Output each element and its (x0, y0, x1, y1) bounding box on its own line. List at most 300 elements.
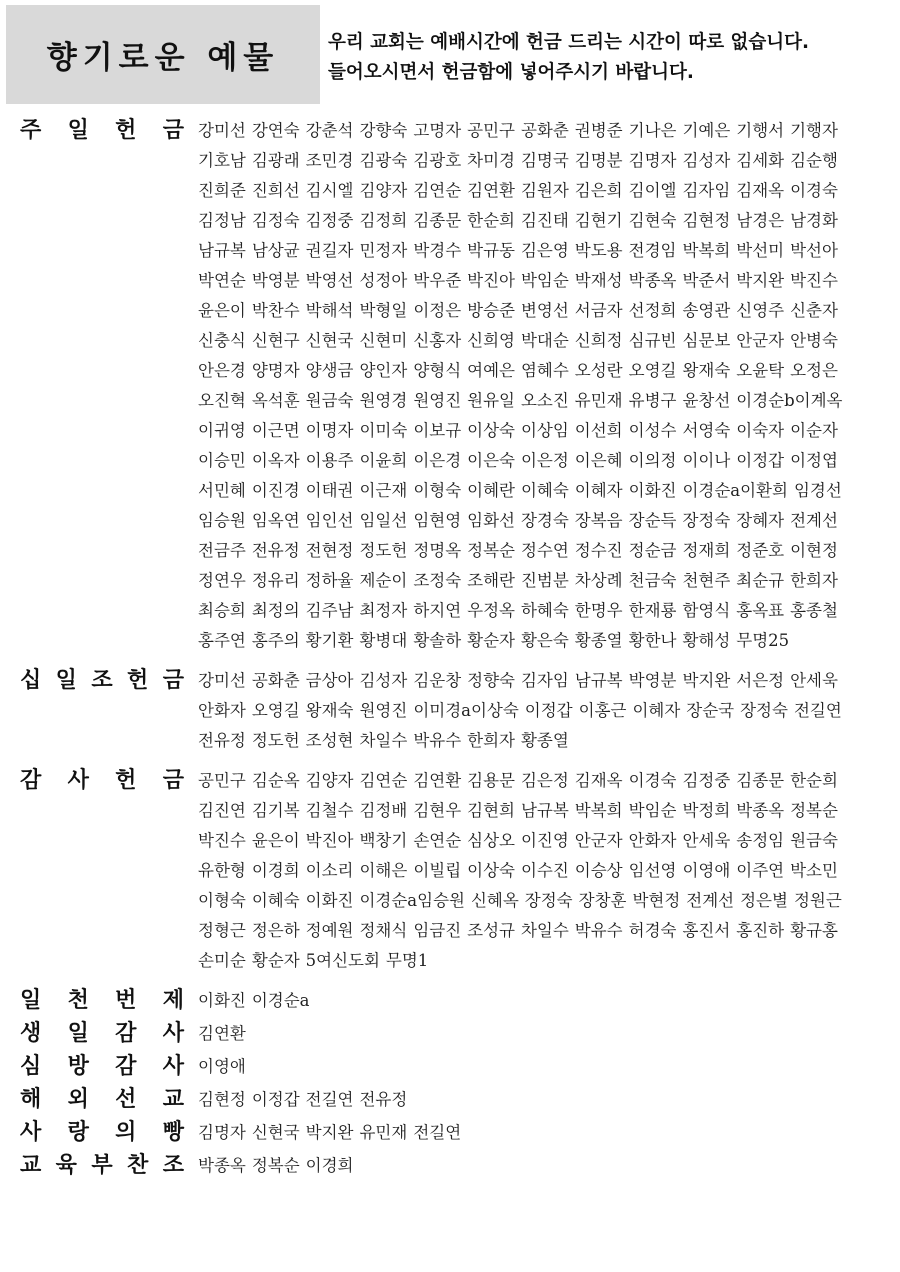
donor-name: 황순자 (251, 951, 300, 970)
section-label-char: 헌 (127, 668, 149, 693)
donor-name: 기행서 (736, 121, 785, 140)
donor-name: 이미숙 (359, 421, 408, 440)
donor-name: 전유정 (359, 1090, 408, 1109)
donor-name: 박도용 (574, 241, 623, 260)
donor-name: 김철수 (305, 801, 354, 820)
offering-section (0, 1052, 900, 1082)
donor-name: 홍진서 (682, 921, 731, 940)
offering-section (0, 1085, 900, 1115)
donor-name: 정연우 (198, 571, 246, 590)
donor-name: 김은희 (574, 181, 623, 200)
donor-name: 박지완 (736, 271, 785, 290)
donor-name: 전계선 (790, 511, 838, 530)
section-label (20, 1118, 184, 1148)
section-label (20, 1052, 184, 1082)
donor-name: 김기복 (251, 801, 300, 820)
donor-name: 양형식 (413, 361, 462, 380)
donor-name: 김종문 (413, 211, 462, 230)
section-label-char: 생 (20, 1021, 42, 1046)
donor-name: 이정엽 (790, 451, 838, 470)
donor-name: 김현숙 (628, 211, 677, 230)
donor-name: 김광숙 (359, 151, 408, 170)
donor-name: 이은경 (413, 451, 462, 470)
offering-section (0, 1019, 900, 1049)
section-label-char: 천 (67, 988, 89, 1013)
section-label-char: 일 (55, 668, 77, 693)
donor-name: 오영길 (628, 361, 677, 380)
donor-name: 정수진 (574, 541, 623, 560)
donor-name: 전유정 (198, 731, 246, 750)
section-label-char: 번 (115, 988, 137, 1013)
donor-list (198, 1118, 874, 1148)
donor-name: 조정숙 (413, 571, 462, 590)
offering-sections (0, 116, 900, 1181)
donor-name: 오영길 (251, 701, 300, 720)
donor-name: 박규동 (467, 241, 515, 260)
donor-name: 심상오 (467, 831, 515, 850)
section-label (20, 1151, 184, 1181)
donor-name: 황해성 (682, 631, 731, 650)
donor-name: 전경임 (628, 241, 677, 260)
donor-name: 차미경 (467, 151, 515, 170)
donor-name: 이경희 (251, 861, 300, 880)
donor-name: 성정아 (359, 271, 408, 290)
donor-name: 이귀영 (198, 421, 246, 440)
section-label (20, 1085, 184, 1115)
notice-line-1: 우리 교회는 예배시간에 헌금 드리는 시간이 따로 없습니다. (328, 32, 810, 53)
donor-name: 이진영 (520, 831, 569, 850)
donor-name: 이진경 (251, 481, 300, 500)
donor-name: 김현기 (574, 211, 623, 230)
donor-name: 안세욱 (790, 671, 838, 690)
donor-name: 박진아 (305, 831, 354, 850)
donor-name: 장정숙 (740, 701, 788, 720)
donor-name: 원금숙 (790, 831, 838, 850)
donor-name: 이혜자 (632, 701, 681, 720)
donor-name: 김연순 (413, 181, 462, 200)
donor-name: 이혜숙 (251, 891, 300, 910)
section-label-char: 사 (162, 1054, 184, 1079)
donor-list (198, 1151, 874, 1181)
offering-section (0, 986, 900, 1016)
donor-name: 이형숙 (413, 481, 462, 500)
donor-name: 이윤희 (359, 451, 408, 470)
donor-name: 김주남 (305, 601, 354, 620)
donor-name: 우정옥 (467, 601, 515, 620)
donor-name: 여예은 (467, 361, 515, 380)
donor-name: 이화진 (198, 991, 246, 1010)
donor-name: 이선희 (574, 421, 623, 440)
donor-list (198, 116, 874, 656)
donor-name: 천금숙 (628, 571, 677, 590)
donor-name: 금상아 (305, 671, 354, 690)
donor-name: 정복순 (467, 541, 515, 560)
donor-name: 김양자 (305, 771, 354, 790)
section-label-char: 금 (162, 768, 184, 793)
donor-name: 이은숙 (467, 451, 515, 470)
section-label-char: 주 (20, 118, 42, 143)
donor-name: 조민경 (305, 151, 354, 170)
donor-name: 차일수 (359, 731, 408, 750)
section-label-char: 헌 (115, 768, 137, 793)
donor-name: 남규복 (574, 671, 623, 690)
donor-name: 박복희 (682, 241, 731, 260)
donor-name: 송영관 (682, 301, 731, 320)
section-label-char: 금 (162, 118, 184, 143)
donor-name: 황은숙 (520, 631, 569, 650)
donor-name: 서은정 (736, 671, 785, 690)
donor-name: 이혜자 (574, 481, 623, 500)
donor-name: 이성수 (628, 421, 677, 440)
donor-name: 안은경 (198, 361, 246, 380)
donor-name: 이빌립 (413, 861, 462, 880)
donor-name: 이상숙 (467, 421, 515, 440)
donor-name: 신영주 (736, 301, 785, 320)
section-label-char: 외 (67, 1087, 89, 1112)
donor-name: 김성자 (682, 151, 731, 170)
donor-name: 이경순b이계옥 (736, 391, 843, 410)
donor-name: 신희정 (574, 331, 623, 350)
donor-name: 이정갑 (251, 1090, 300, 1109)
donor-name: 이은혜 (574, 451, 623, 470)
donor-name: 정수연 (520, 541, 569, 560)
section-label-char: 선 (115, 1087, 137, 1112)
donor-name: 왕재숙 (682, 361, 731, 380)
donor-name: 박선아 (790, 241, 838, 260)
section-label-char: 교 (162, 1087, 184, 1112)
section-label-char: 방 (67, 1054, 89, 1079)
section-label-char: 찬 (127, 1153, 149, 1178)
donor-name: 박대순 (520, 331, 569, 350)
donor-name: 원영진 (413, 391, 462, 410)
section-label-char: 빵 (162, 1120, 184, 1145)
donor-name: 공화춘 (251, 671, 300, 690)
donor-name: 박우준 (413, 271, 462, 290)
donor-name: 김순행 (790, 151, 838, 170)
donor-name: 안화자 (198, 701, 246, 720)
section-label-char: 헌 (115, 118, 137, 143)
donor-name: 이미경a이상숙 (413, 701, 519, 720)
donor-name: 홍종철 (790, 601, 838, 620)
donor-name: 정복순 (251, 1156, 300, 1175)
donor-name: 이경숙 (790, 181, 838, 200)
donor-name: 고명자 (413, 121, 462, 140)
donor-name: 이혜숙 (520, 481, 569, 500)
donor-name: 박영선 (305, 271, 354, 290)
donor-name: 전길연 (413, 1123, 462, 1142)
section-label-char: 교 (20, 1153, 42, 1178)
donor-name: 이상임 (520, 421, 569, 440)
donor-name: 이경순a (251, 991, 310, 1010)
donor-name: 한희자 (790, 571, 838, 590)
donor-name: 이은정 (520, 451, 569, 470)
donor-name: 김용문 (467, 771, 515, 790)
donor-name: 이경희 (305, 1156, 354, 1175)
section-label-char: 사 (162, 1021, 184, 1046)
donor-name: 이주연 (736, 861, 785, 880)
donor-name: 원영진 (359, 701, 408, 720)
donor-name: 신희영 (467, 331, 515, 350)
donor-name: 김현우 (413, 801, 462, 820)
section-label-char: 의 (115, 1120, 137, 1145)
donor-name: 조성현 (305, 731, 354, 750)
donor-name: 박임순 (520, 271, 569, 290)
donor-name: 박영분 (251, 271, 300, 290)
donor-name: 이혜란 (467, 481, 515, 500)
section-label (20, 666, 184, 696)
donor-name: 정예원 (305, 921, 354, 940)
donor-name: 김연순 (359, 771, 408, 790)
section-label-char: 일 (20, 988, 42, 1013)
donor-name: 정순금 (628, 541, 677, 560)
section-label-char: 해 (20, 1087, 42, 1112)
donor-name: 박현정 (632, 891, 681, 910)
donor-name: 안군자 (574, 831, 623, 850)
donor-name: 민정자 (359, 241, 408, 260)
donor-name: 유병구 (628, 391, 677, 410)
donor-list (198, 986, 874, 1016)
donor-name: 이상숙 (467, 861, 515, 880)
donor-name: 송정임 (736, 831, 785, 850)
donor-list (198, 1085, 874, 1115)
donor-name: 임화선 (467, 511, 515, 530)
donor-name: 이경순a이환희 (682, 481, 788, 500)
donor-name: 이수진 (520, 861, 569, 880)
donor-name: 윤은이 (198, 301, 246, 320)
donor-name: 김명자 (198, 1123, 246, 1142)
donor-name: 이해은 (359, 861, 408, 880)
donor-name: 심문보 (682, 331, 731, 350)
donor-name: 김자임 (520, 671, 569, 690)
section-label-char: 금 (162, 668, 184, 693)
donor-name: 정준호 (736, 541, 785, 560)
donor-name: 김원자 (520, 181, 569, 200)
donor-name: 한순희 (790, 771, 838, 790)
donor-name: 김양자 (359, 181, 408, 200)
section-label (20, 116, 184, 146)
donor-name: 박종옥 (736, 801, 785, 820)
donor-name: 박유수 (413, 731, 462, 750)
section-spacer (0, 656, 900, 666)
donor-name: 남상균 (251, 241, 300, 260)
donor-name: 김시엘 (305, 181, 354, 200)
donor-name: 방승준 (467, 301, 515, 320)
donor-name: 오윤탁 (736, 361, 785, 380)
donor-name: 선정희 (628, 301, 677, 320)
donor-name: 김정배 (359, 801, 408, 820)
donor-list (198, 766, 874, 976)
donor-name: 김정숙 (251, 211, 300, 230)
donor-list (198, 666, 874, 756)
donor-name: 임일선 (359, 511, 408, 530)
donor-name: 염혜수 (520, 361, 569, 380)
donor-name: 이정은 (413, 301, 462, 320)
page-title: 향기로운 예물 (46, 40, 280, 76)
donor-name: 박형일 (359, 301, 408, 320)
donor-name: 5여신도회 (305, 951, 380, 970)
donor-name: 안화자 (628, 831, 677, 850)
donor-name: 임인선 (305, 511, 354, 530)
donor-name: 박연순 (198, 271, 246, 290)
donor-name: 원영경 (359, 391, 408, 410)
donor-name: 김현정 (198, 1090, 246, 1109)
donor-name: 남경화 (790, 211, 838, 230)
donor-name: 이옥자 (251, 451, 300, 470)
donor-name: 정원근 (793, 891, 842, 910)
donor-name: 전길연 (793, 701, 842, 720)
donor-name: 유민재 (574, 391, 623, 410)
donor-name: 이태권 (305, 481, 354, 500)
section-label (20, 1019, 184, 1049)
donor-name: 신충식 (198, 331, 246, 350)
donor-name: 김운창 (413, 671, 462, 690)
donor-name: 전계선 (686, 891, 735, 910)
donor-name: 이이나 (682, 451, 731, 470)
donor-name: 권병준 (574, 121, 623, 140)
donor-name: 정복순 (790, 801, 838, 820)
donor-name: 전길연 (305, 1090, 354, 1109)
donor-name: 박지완 (305, 1123, 354, 1142)
donor-name: 오정은 (790, 361, 838, 380)
section-label-char: 랑 (67, 1120, 89, 1145)
donor-name: 황종열 (520, 731, 569, 750)
donor-name: 임옥연 (251, 511, 300, 530)
notice-line-2: 들어오시면서 헌금함에 넣어주시기 바랍니다. (328, 62, 694, 83)
donor-name: 이홍근 (578, 701, 627, 720)
donor-name: 신홍자 (413, 331, 462, 350)
donor-name: 양인자 (359, 361, 408, 380)
donor-name: 김세화 (736, 151, 785, 170)
donor-name: 서금자 (574, 301, 623, 320)
donor-name: 장정숙 (682, 511, 731, 530)
donor-name: 장혜자 (736, 511, 785, 530)
section-label-char: 사 (20, 1120, 42, 1145)
donor-name: 김현정 (682, 211, 731, 230)
donor-name: 조해란 (467, 571, 515, 590)
donor-name: 양명자 (251, 361, 300, 380)
section-label-char: 조 (162, 1153, 184, 1178)
donor-name: 정도헌 (251, 731, 300, 750)
donor-name: 박임순 (628, 801, 677, 820)
donor-name: 신춘자 (790, 301, 838, 320)
donor-name: 이경순a임승원 (359, 891, 465, 910)
donor-name: 진범분 (520, 571, 569, 590)
donor-name: 정도헌 (359, 541, 408, 560)
donor-list (198, 1052, 874, 1082)
donor-name: 박선미 (736, 241, 785, 260)
donor-name: 기나은 (628, 121, 677, 140)
donor-name: 박찬수 (251, 301, 300, 320)
donor-name: 황솔하 (413, 631, 462, 650)
donor-name: 김연환 (413, 771, 462, 790)
donor-name: 김자임 (682, 181, 731, 200)
donor-name: 허경숙 (628, 921, 677, 940)
donor-name: 정명옥 (413, 541, 462, 560)
donor-name: 손연순 (413, 831, 462, 850)
donor-name: 박진수 (198, 831, 246, 850)
donor-name: 정유리 (251, 571, 300, 590)
donor-name: 김종문 (736, 771, 785, 790)
donor-name: 최정자 (359, 601, 408, 620)
section-label-char: 감 (115, 1054, 137, 1079)
donor-name: 최승희 (198, 601, 246, 620)
donor-name: 홍옥표 (736, 601, 785, 620)
donor-name: 공민구 (467, 121, 515, 140)
donor-name: 박유수 (574, 921, 623, 940)
donor-name: 강연숙 (251, 121, 300, 140)
donor-name: 임경선 (793, 481, 842, 500)
donor-name: 김이엘 (628, 181, 677, 200)
donor-name: 홍주의 (251, 631, 300, 650)
donor-name: 김연환 (467, 181, 515, 200)
donor-name: 이정갑 (524, 701, 573, 720)
donor-name: 남규복 (520, 801, 569, 820)
donor-name: 이경숙 (628, 771, 677, 790)
donor-name: 황한나 (628, 631, 677, 650)
donor-name: 김재옥 (736, 181, 785, 200)
donor-name: 김은영 (520, 241, 569, 260)
donor-name: 장복음 (574, 511, 623, 530)
donor-name: 박준서 (682, 271, 731, 290)
donor-name: 김정중 (682, 771, 731, 790)
donor-name: 박종옥 (198, 1156, 246, 1175)
donor-name: 박해석 (305, 301, 354, 320)
donor-name: 진희선 (251, 181, 300, 200)
donor-name: 강미선 (198, 121, 246, 140)
donor-name: 한희자 (467, 731, 515, 750)
donor-name: 김은정 (520, 771, 569, 790)
donor-name: 이화진 (305, 891, 354, 910)
donor-name: 장정숙 (524, 891, 573, 910)
donor-name: 천현주 (682, 571, 731, 590)
section-label-char: 조 (91, 668, 113, 693)
donor-name: 황규홍 (790, 921, 838, 940)
donor-name: 정향숙 (467, 671, 515, 690)
donor-name: 김진연 (198, 801, 246, 820)
donor-name: 차상례 (574, 571, 623, 590)
donor-name: 남규복 (198, 241, 246, 260)
donor-name: 정재희 (682, 541, 731, 560)
donor-name: 김현희 (467, 801, 515, 820)
donor-name: 임현영 (413, 511, 462, 530)
donor-name: 박복희 (574, 801, 623, 820)
donor-name: 이근면 (251, 421, 300, 440)
donor-name: 하혜숙 (520, 601, 569, 620)
donor-name: 서영숙 (682, 421, 731, 440)
donor-name: 장순득 (628, 511, 677, 530)
offering-section (0, 1151, 900, 1181)
donor-name: 무명25 (736, 631, 790, 650)
donor-name: 옥석훈 (251, 391, 300, 410)
section-label-char: 심 (20, 1054, 42, 1079)
donor-name: 전유정 (251, 541, 300, 560)
donor-name: 이영애 (682, 861, 731, 880)
donor-name: 김진태 (520, 211, 569, 230)
donor-name: 홍진하 (736, 921, 785, 940)
donor-name: 박진아 (467, 271, 515, 290)
donor-name: 황순자 (467, 631, 515, 650)
donor-name: 최순규 (736, 571, 785, 590)
donor-name: 한재룡 (628, 601, 677, 620)
section-label-char: 육 (55, 1153, 77, 1178)
section-label-char: 사 (67, 768, 89, 793)
donor-name: 정은하 (251, 921, 300, 940)
donor-name: 원유일 (467, 391, 515, 410)
donor-name: 윤창선 (682, 391, 731, 410)
donor-name: 오진혁 (198, 391, 246, 410)
section-label-char: 일 (67, 1021, 89, 1046)
donor-name: 기행자 (790, 121, 838, 140)
